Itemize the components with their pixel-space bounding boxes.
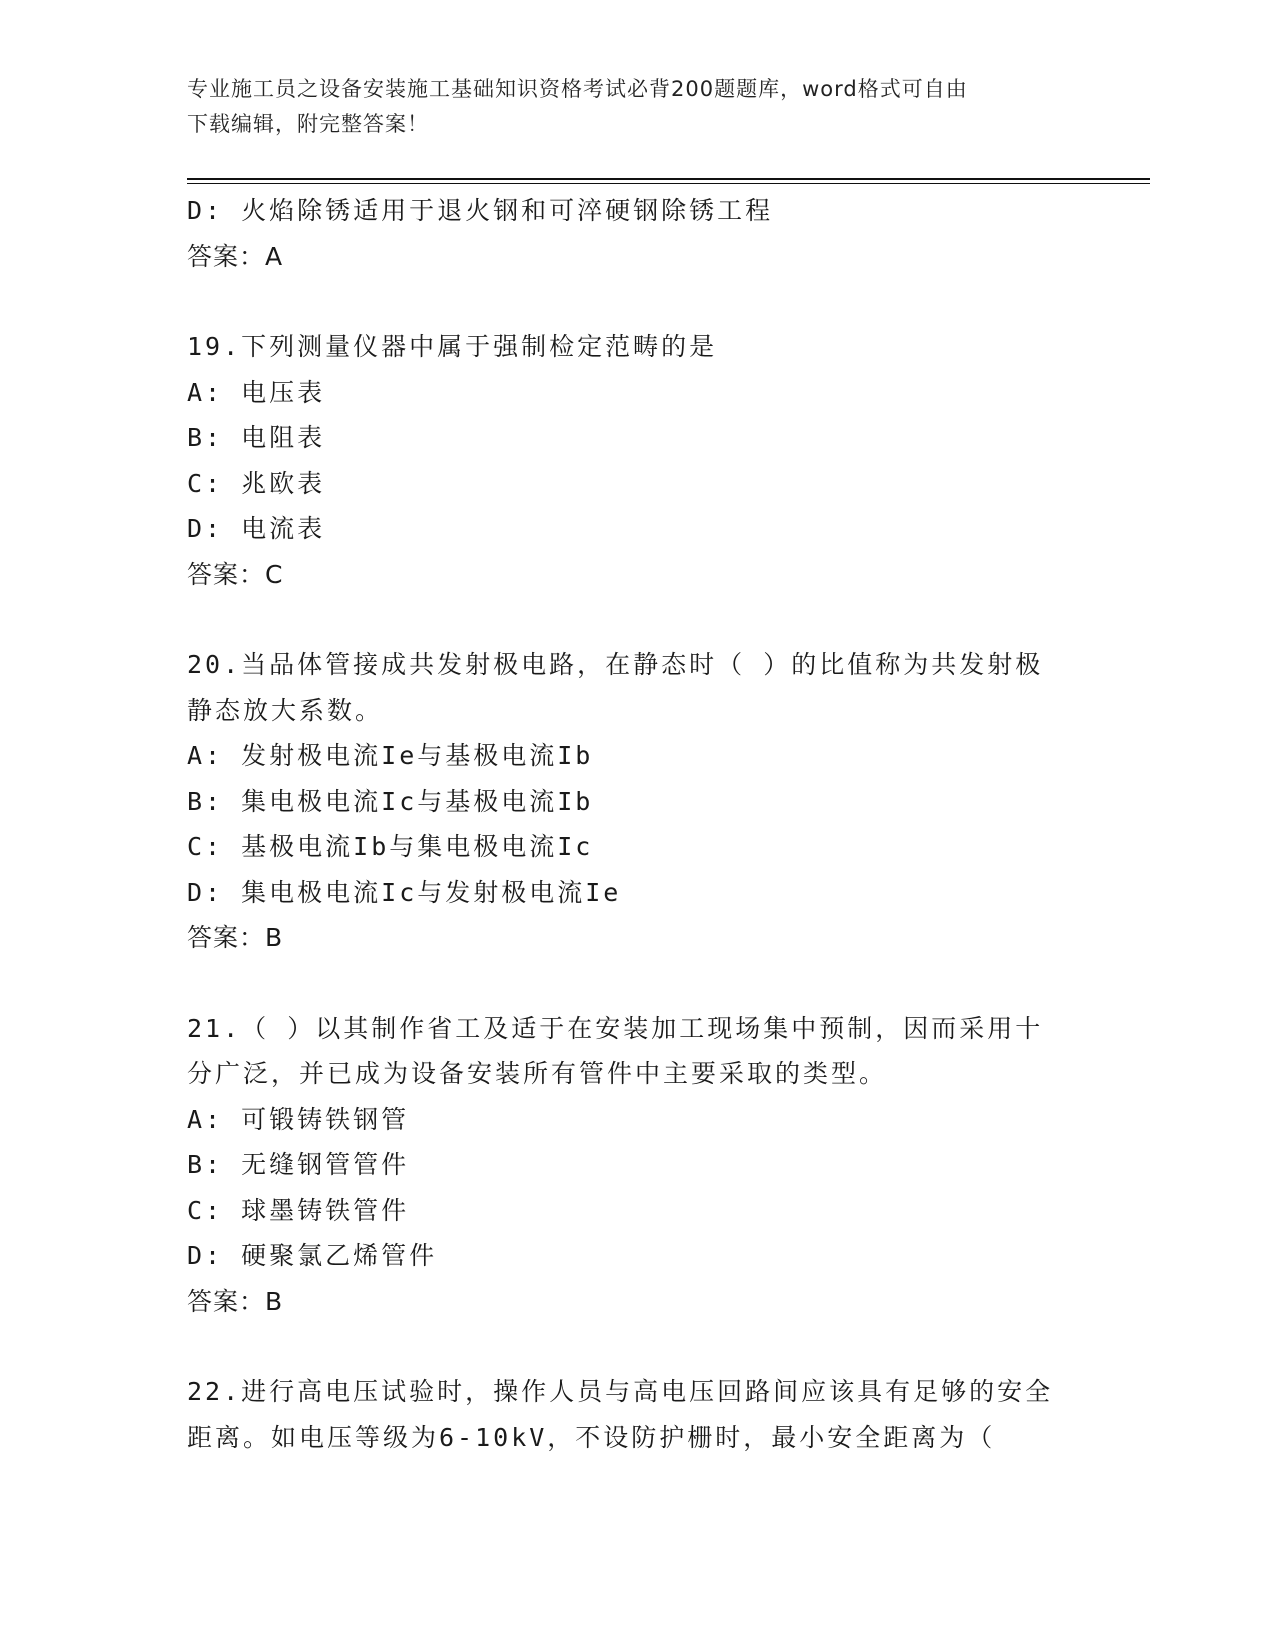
question-stem: 19.下列测量仪器中属于强制检定范畴的是 <box>187 332 718 361</box>
option-b: B: 集电极电流Ic与基极电流Ib <box>187 786 594 816</box>
prev-answer: 答案：A <box>187 241 284 271</box>
spacer <box>187 597 1087 642</box>
spacer <box>187 1324 1087 1369</box>
question-stem-line-2: 分广泛，并已成为设备安装所有管件中主要采取的类型。 <box>187 1059 888 1088</box>
question-19 <box>187 324 1087 597</box>
answer: 答案：B <box>187 1286 284 1316</box>
question-stem-line-2: 静态放大系数。 <box>187 695 384 725</box>
option-d: D: 集电极电流Ic与发射极电流Ie <box>187 877 622 907</box>
option-a: A: 电压表 <box>187 377 326 407</box>
question-stem-line-1: 21.（ ）以其制作省工及适于在安装加工现场集中预制，因而采用十 <box>187 1013 1044 1043</box>
page-header <box>187 72 1087 142</box>
option-d: D: 硬聚氯乙烯管件 <box>187 1241 438 1270</box>
question-stem-line-1: 22.进行高电压试验时，操作人员与高电压回路间应该具有足够的安全 <box>187 1377 1054 1406</box>
option-c: C: 球墨铸铁管件 <box>187 1195 410 1225</box>
question-21 <box>187 1006 1087 1325</box>
spacer <box>187 961 1087 1006</box>
option-a: A: 可锻铸铁钢管 <box>187 1104 410 1134</box>
question-22 <box>187 1369 1087 1460</box>
option-b: B: 无缝钢管管件 <box>187 1150 410 1179</box>
option-d: D: 电流表 <box>187 514 326 543</box>
header-rule-thin <box>187 183 1150 184</box>
question-stem-line-2: 距离。如电压等级为6-10kV，不设防护栅时，最小安全距离为（ <box>187 1422 996 1452</box>
option-a: A: 发射极电流Ie与基极电流Ib <box>187 741 594 770</box>
spacer <box>187 279 1087 324</box>
prev-option-d: D: 火焰除锈适用于退火钢和可淬硬钢除锈工程 <box>187 196 774 225</box>
option-c: C: 兆欧表 <box>187 468 326 498</box>
header-rule-thick <box>187 178 1150 180</box>
question-stem-line-1: 20.当品体管接成共发射极电路，在静态时（ ）的比值称为共发射极 <box>187 650 1044 679</box>
option-b: B: 电阻表 <box>187 423 326 452</box>
question-list <box>187 188 1087 1460</box>
header-line-2: 下载编辑，附完整答案！ <box>187 112 429 136</box>
answer: 答案：B <box>187 923 284 952</box>
answer: 答案：C <box>187 559 284 589</box>
header-line-1: 专业施工员之设备安装施工基础知识资格考试必背200题题库，word格式可自由 <box>187 77 968 101</box>
option-c: C: 基极电流Ib与集电极电流Ic <box>187 832 594 861</box>
question-20 <box>187 642 1087 961</box>
